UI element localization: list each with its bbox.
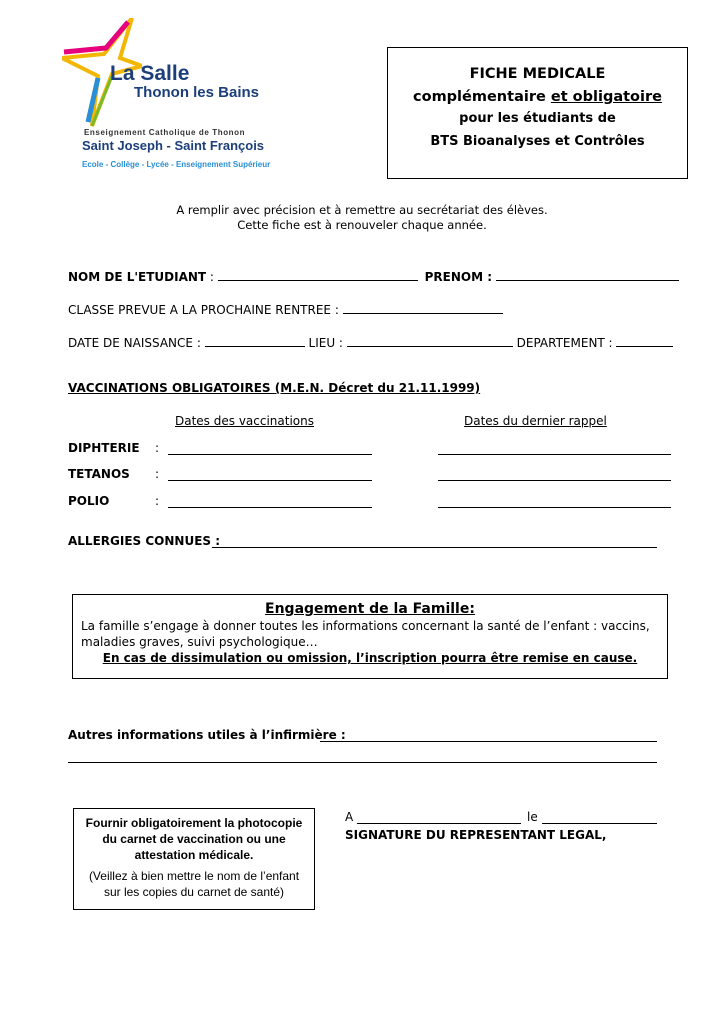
classe-field[interactable] <box>343 301 503 314</box>
diphterie-colon: : <box>155 441 160 455</box>
polio-vaccination-field[interactable] <box>168 507 372 508</box>
lieu-label: LIEU : <box>308 336 343 350</box>
engagement-title: Engagement de la Famille: <box>265 601 475 617</box>
logo-line-4: Saint Joseph - Saint François <box>82 138 265 153</box>
note-bold: Fournir obligatoirement la photocopie du carnet de vaccination ou une attestation médicale. <box>85 816 303 862</box>
classe-label: CLASSE PREVUE A LA PROCHAINE RENTREE : <box>68 303 339 317</box>
departement-field[interactable] <box>616 334 673 347</box>
note-normal: (Veillez à bien mettre le nom de l’enfant sur les copies du carnet de santé) <box>88 869 300 899</box>
naissance-row <box>68 334 673 350</box>
prenom-label: PRENOM : <box>424 270 493 284</box>
tetanos-label: TETANOS <box>68 467 130 481</box>
header-subtitle-a: complémentaire <box>413 89 551 105</box>
vaccination-note-box <box>73 808 315 910</box>
intro-line-2: Cette fiche est à renouveler chaque année. <box>237 218 487 232</box>
classe-row <box>68 301 503 317</box>
signature-le-label: le <box>527 810 538 824</box>
autres-label: Autres informations utiles à l’infirmière : <box>68 728 346 742</box>
engagement-box <box>72 594 668 679</box>
logo-line-3: Enseignement Catholique de Thonon <box>84 128 246 137</box>
signature-label: SIGNATURE DU REPRESENTANT LEGAL, <box>345 828 607 842</box>
diphterie-vaccination-field[interactable] <box>168 454 372 455</box>
polio-colon: : <box>155 494 160 508</box>
naissance-field[interactable] <box>205 334 305 347</box>
tetanos-vaccination-field[interactable] <box>168 480 372 481</box>
intro-line-1: A remplir avec précision et à remettre au secrétariat des élèves. <box>176 203 548 217</box>
school-logo <box>62 18 277 183</box>
header-line-4: BTS Bioanalyses et Contrôles <box>430 134 645 149</box>
header-line-3: pour les étudiants de <box>459 111 616 126</box>
nom-label: NOM DE L'ETUDIANT <box>68 270 207 284</box>
tetanos-rappel-field[interactable] <box>438 480 671 481</box>
intro-text <box>0 203 724 233</box>
prenom-field[interactable] <box>496 268 679 281</box>
logo-line-2: Thonon les Bains <box>134 84 260 101</box>
logo-line-1: La Salle <box>110 62 190 85</box>
signature-date-field[interactable] <box>542 823 657 824</box>
nom-row <box>68 268 679 284</box>
engagement-text: La famille s’engage à donner toutes les informations concernant la santé de l’enfant : vaccins, maladies graves, suivi psychologique… <box>81 619 650 649</box>
header-subtitle-b: et obligatoire <box>550 89 662 105</box>
col-dates-rappel: Dates du dernier rappel <box>464 414 607 428</box>
header-box <box>387 47 688 179</box>
logo-line-5: Ecole - Collège - Lycée - Enseignement Supérieur <box>82 160 271 169</box>
tetanos-colon: : <box>155 467 160 481</box>
naissance-label: DATE DE NAISSANCE : <box>68 336 201 350</box>
allergies-label: ALLERGIES CONNUES : <box>68 534 221 548</box>
autres-field-1[interactable] <box>320 741 657 742</box>
autres-field-2[interactable] <box>68 762 657 763</box>
signature-a-label: A <box>345 810 354 824</box>
engagement-warning: En cas de dissimulation ou omission, l’inscription pourra être remise en cause. <box>102 651 638 665</box>
signature-place-field[interactable] <box>357 823 521 824</box>
lieu-field[interactable] <box>347 334 513 347</box>
allergies-field[interactable] <box>212 547 657 548</box>
polio-label: POLIO <box>68 494 110 508</box>
nom-colon: : <box>206 270 214 284</box>
col-dates-vaccinations: Dates des vaccinations <box>175 414 314 428</box>
departement-label: DEPARTEMENT : <box>516 336 613 350</box>
polio-rappel-field[interactable] <box>438 507 671 508</box>
header-title: FICHE MEDICALE <box>469 66 606 82</box>
header-subtitle <box>388 89 687 105</box>
vaccinations-title: VACCINATIONS OBLIGATOIRES (M.E.N. Décret du 21.11.1999) <box>68 381 481 395</box>
diphterie-label: DIPHTERIE <box>68 441 140 455</box>
nom-field[interactable] <box>218 268 418 281</box>
diphterie-rappel-field[interactable] <box>438 454 671 455</box>
